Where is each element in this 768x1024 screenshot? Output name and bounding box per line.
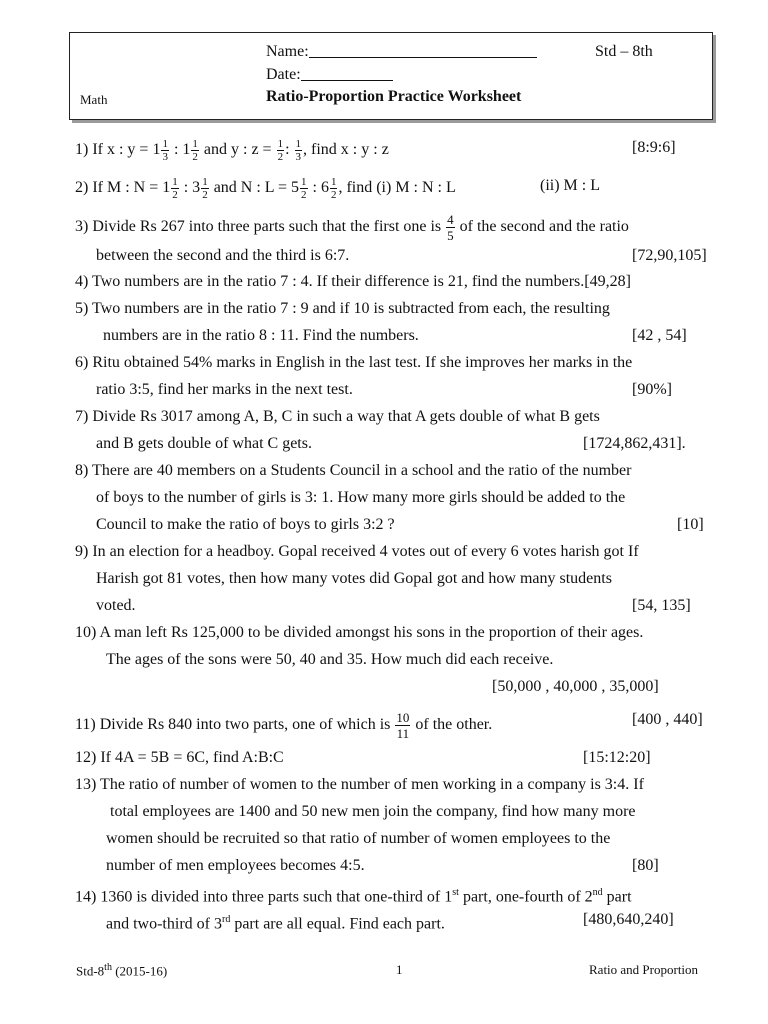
worksheet-title: Ratio-Proportion Practice Worksheet [266, 88, 522, 105]
question-13-line-4: number of men employees becomes 4:5. [106, 857, 365, 874]
question-12: 12) If 4A = 5B = 6C, find A:B:C [75, 749, 284, 766]
answer-14: [480,640,240] [583, 911, 674, 928]
subject-label: Math [80, 92, 108, 107]
question-7: 7) Divide Rs 3017 among A, B, C in such a way that A gets double of what B gets [75, 408, 600, 425]
fraction: $\frac{4}{5}$ [447, 212, 454, 243]
std-label: Std – 8th [595, 43, 653, 60]
question-1: 1) If x : y = 1 $\frac{1}{3}$ : 1 $\frac{1}{2}$ and y : z = $\frac{1}{2}$ : $\frac{1}{3}$ , find x : y : z [75, 138, 389, 163]
question-14-line-2: and two-third of 3rd part are all equal. Find each part. [106, 914, 445, 933]
answer-6: [90%] [632, 381, 672, 398]
question-14: 14) 1360 is divided into three parts such that one-third of 1st part, one-fourth of 2nd part [75, 887, 632, 906]
footer-class-year: Std-8th (2015-16) [76, 962, 168, 979]
footer-topic: Ratio and Proportion [589, 962, 699, 977]
question-8: 8) There are 40 members on a Students Council in a school and the ratio of the number [75, 462, 632, 479]
question-6: 6) Ritu obtained 54% marks in English in the last test. If she improves her marks in the [75, 354, 633, 371]
question-5-line-2: numbers are in the ratio 8 : 11. Find the numbers. [103, 327, 419, 344]
question-3-line-2: between the second and the third is 6:7. [96, 247, 350, 264]
name-blank[interactable] [309, 43, 537, 58]
question-13-line-2: total employees are 1400 and 50 new men join the company, find how many more [110, 803, 636, 820]
question-5: 5) Two numbers are in the ratio 7 : 9 and if 10 is subtracted from each, the resulting [75, 300, 610, 317]
question-3: 3) Divide Rs 267 into three parts such that the first one is $\frac{4}{5}$ of the second and the ratio [75, 212, 629, 243]
date-blank[interactable] [301, 66, 393, 81]
answer-11: [400 , 440] [632, 711, 703, 728]
date-label: Date: [266, 66, 301, 84]
fraction: $\frac{1}{2}$ [330, 176, 337, 201]
fraction: $\frac{1}{2}$ [202, 176, 208, 201]
answer-13: [80] [632, 857, 659, 874]
question-13-line-3: women should be recruited so that ratio of number of women employees to the [106, 830, 611, 847]
question-4: 4) Two numbers are in the ratio 7 : 4. If their difference is 21, find the numbers.[49,28] [75, 273, 631, 290]
page-number: 1 [396, 962, 403, 977]
answer-1: [8:9:6] [632, 139, 676, 156]
fraction: $\frac{1}{3}$ [162, 138, 168, 163]
answer-5: [42 , 54] [632, 327, 687, 344]
answer-10: [50,000 , 40,000 , 35,000] [492, 678, 659, 695]
question-9: 9) In an election for a headboy. Gopal received 4 votes out of every 6 votes harish got If [75, 543, 639, 560]
question-13: 13) The ratio of number of women to the number of men working in a company is 3:4. If [75, 776, 644, 793]
answer-8: [10] [677, 516, 704, 533]
question-9-line-2: Harish got 81 votes, then how many votes did Gopal got and how many students [96, 570, 612, 587]
fraction: $\frac{1}{3}$ [295, 138, 302, 163]
answer-7: [1724,862,431]. [583, 435, 686, 452]
worksheet-header [69, 32, 713, 120]
question-7-line-2: and B gets double of what C gets. [96, 435, 312, 452]
answer-3: [72,90,105] [632, 247, 707, 264]
question-2: 2) If M : N = 1 $\frac{1}{2}$ : 3 $\frac{1}{2}$ and N : L = 5 $\frac{1}{2}$ : 6 $\frac{1}{2}$ , find (i) M : N : L [75, 176, 456, 201]
question-9-line-3: voted. [96, 597, 136, 614]
answer-12: [15:12:20] [583, 749, 651, 766]
fraction: $\frac{1}{2}$ [172, 176, 178, 201]
name-label: Name: [266, 43, 309, 61]
question-2-part-ii: (ii) M : L [540, 177, 600, 194]
question-8-line-2: of boys to the number of girls is 3: 1. How many more girls should be added to the [96, 489, 626, 506]
question-8-line-3: Council to make the ratio of boys to girls 3:2 ? [96, 516, 395, 533]
fraction: $\frac{1}{2}$ [277, 138, 284, 163]
question-10-line-2: The ages of the sons were 50, 40 and 35. How much did each receive. [106, 651, 554, 668]
question-6-line-2: ratio 3:5, find her marks in the next test. [96, 381, 353, 398]
question-10: 10) A man left Rs 125,000 to be divided amongst his sons in the proportion of their ages. [75, 624, 644, 641]
question-11: 11) Divide Rs 840 into two parts, one of which is $\frac{10}{11}$ of the other. [75, 710, 493, 741]
answer-9: [54, 135] [632, 597, 691, 614]
fraction: $\frac{1}{2}$ [301, 176, 307, 201]
fraction: $\frac{10}{11}$ [396, 710, 410, 741]
fraction: $\frac{1}{2}$ [192, 138, 198, 163]
